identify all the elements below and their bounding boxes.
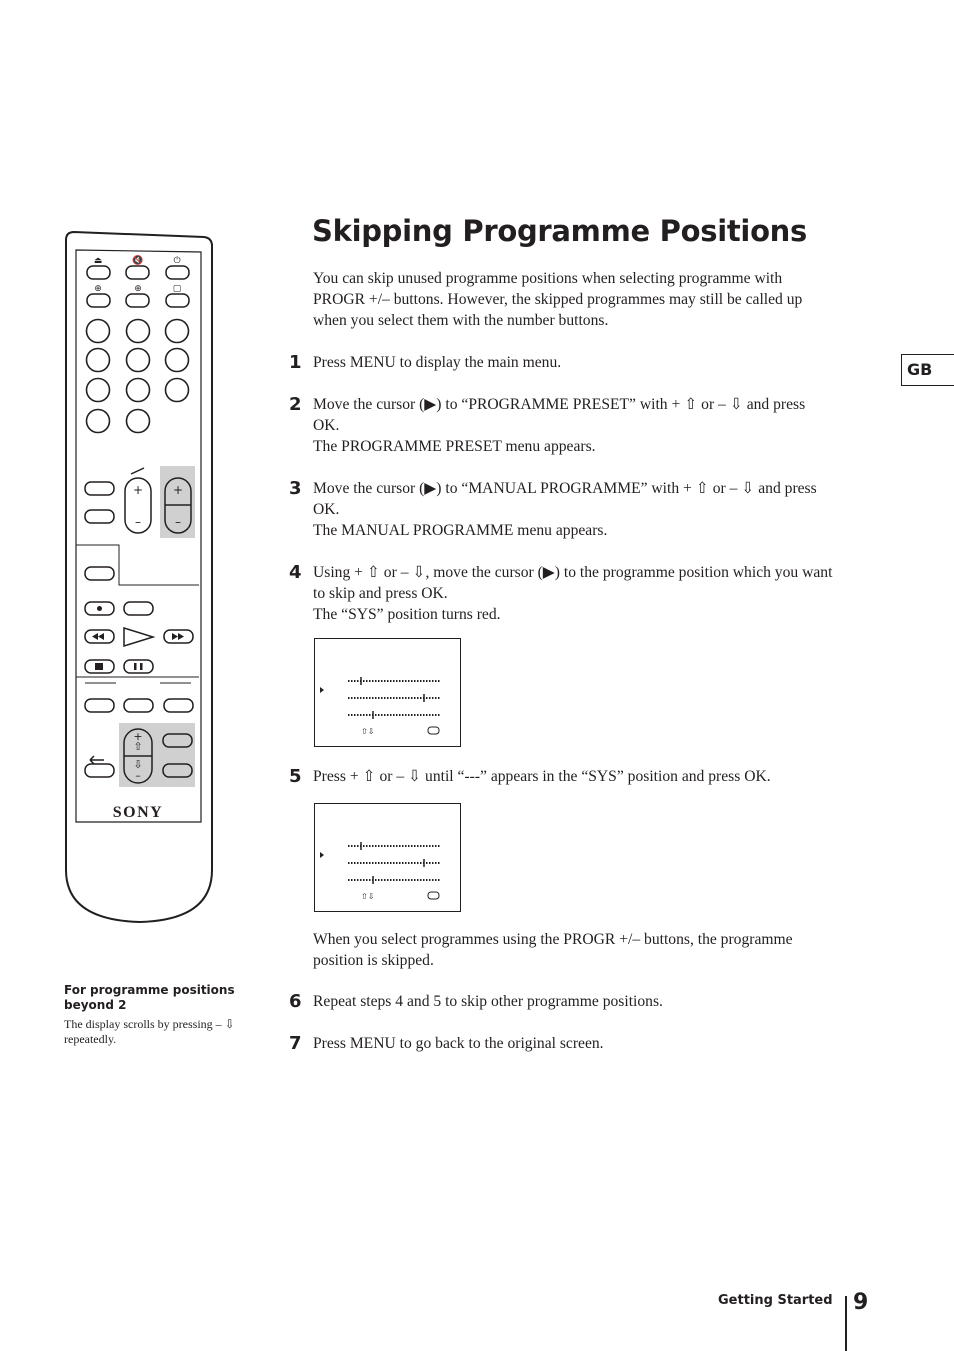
step-text	[313, 478, 833, 541]
step-line: Using + ⇧ or – ⇩, move the cursor (▶) to the programme position which you want to skip and press OK.	[313, 564, 833, 602]
step-line: The MANUAL PROGRAMME menu appears.	[313, 522, 608, 539]
svg-text:–: –	[175, 515, 181, 529]
step-line: The PROGRAMME PRESET menu appears.	[313, 438, 596, 455]
svg-text:▢: ▢	[172, 284, 182, 294]
remote-control-illustration	[60, 230, 220, 930]
step-line: The “SYS” position turns red.	[313, 606, 501, 623]
manual-programme-menu-graphic	[315, 804, 459, 910]
note-text: The display scrolls by pressing – ⇩ repeatedly.	[64, 1017, 235, 1046]
page-number: 9	[853, 1290, 869, 1315]
step-line: Press MENU to display the main menu.	[313, 354, 562, 371]
manual-programme-menu-graphic	[315, 639, 459, 745]
section-label: Getting Started	[718, 1293, 833, 1308]
step-number: 3	[289, 478, 302, 499]
svg-text:⏏: ⏏	[93, 256, 103, 266]
step-line: When you select programmes using the PROGR +/– buttons, the programme position is skipped.	[313, 931, 793, 969]
svg-text:🔇: 🔇	[132, 256, 144, 266]
step-line: Move the cursor (▶) to “PROGRAMME PRESET” with + ⇧ or – ⇩ and press OK.	[313, 396, 806, 434]
step-text	[313, 991, 833, 1012]
step-number: 4	[289, 562, 302, 583]
language-tab: GB	[901, 354, 954, 386]
step-text	[313, 394, 833, 457]
svg-text:+: +	[132, 483, 144, 497]
svg-text:–: –	[135, 515, 141, 529]
step-text	[313, 929, 833, 971]
page-title: Skipping Programme Positions	[312, 214, 807, 248]
svg-text:+: +	[172, 483, 184, 497]
note-title: For programme positions beyond 2	[64, 983, 235, 1012]
tv-menu-screen	[314, 638, 461, 747]
step-line: Move the cursor (▶) to “MANUAL PROGRAMME” with + ⇧ or – ⇩ and press OK.	[313, 480, 817, 518]
step-text	[313, 352, 833, 373]
step-text	[313, 562, 833, 625]
svg-text:+: +	[133, 730, 143, 743]
svg-text:–: –	[135, 769, 141, 782]
step-number: 1	[289, 352, 302, 373]
step-text	[313, 1033, 833, 1054]
step-number: 6	[289, 991, 302, 1012]
svg-text:⇧⇩: ⇧⇩	[361, 892, 375, 901]
svg-text:⇧⇩: ⇧⇩	[361, 727, 375, 736]
svg-text:⇩: ⇩	[133, 758, 143, 771]
step-line: Repeat steps 4 and 5 to skip other programme positions.	[313, 993, 663, 1010]
step-line: Press + ⇧ or – ⇩ until “---” appears in the “SYS” position and press OK.	[313, 768, 771, 785]
intro-paragraph: You can skip unused programme positions when selecting programme with PROGR +/– buttons. However, the skipped programmes may still be called up when you select them with the number buttons.	[313, 270, 803, 329]
step-number: 2	[289, 394, 302, 415]
tv-menu-screen	[314, 803, 461, 912]
svg-text:⊕: ⊕	[134, 284, 142, 294]
step-line: Press MENU to go back to the original screen.	[313, 1035, 604, 1052]
footer-divider	[845, 1296, 847, 1351]
step-number: 5	[289, 766, 302, 787]
svg-text:⏻: ⏻	[173, 256, 181, 266]
step-text	[313, 766, 833, 787]
sony-logo: SONY	[112, 804, 164, 821]
svg-text:⇧: ⇧	[133, 740, 143, 753]
svg-text:⊕: ⊕	[94, 284, 102, 294]
step-number: 7	[289, 1033, 302, 1054]
